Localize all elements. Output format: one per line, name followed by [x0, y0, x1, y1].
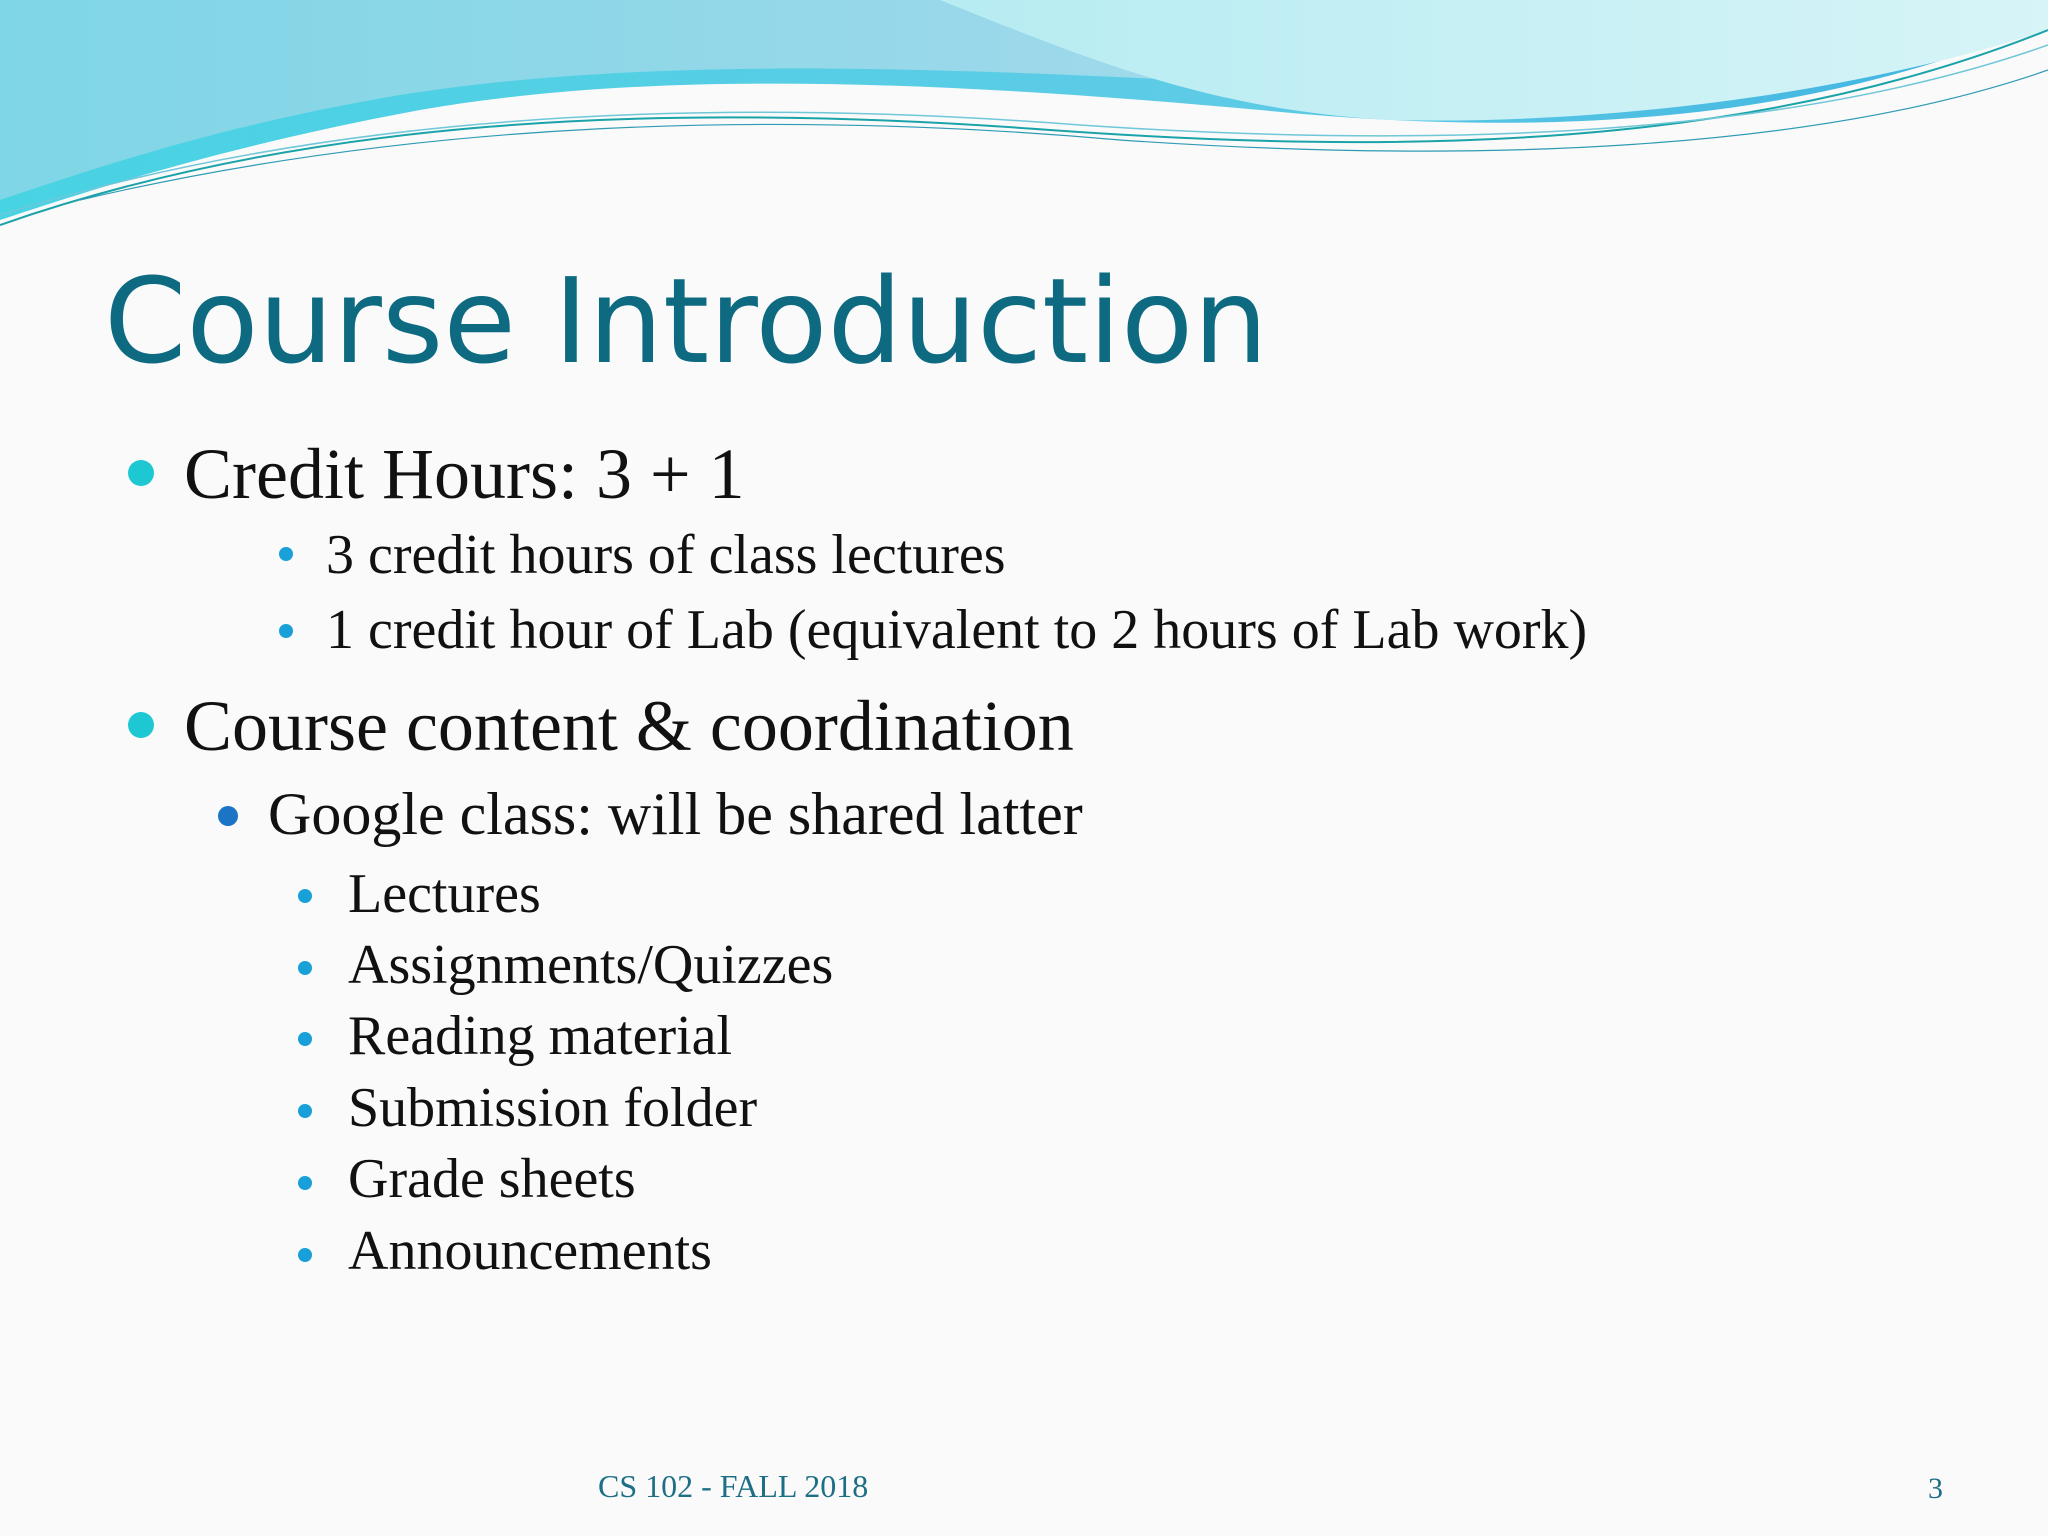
slide-title: Course Introduction — [104, 252, 1269, 390]
bullet-reading-material: Reading material — [348, 1005, 733, 1067]
bullet-credit-hours: Credit Hours: 3 + 1 — [184, 434, 745, 514]
footer-course-label: CS 102 - FALL 2018 — [598, 1468, 869, 1504]
page-number: 3 — [1928, 1472, 1943, 1505]
bullet-grade-sheets: Grade sheets — [348, 1148, 636, 1210]
bullet-announcements: Announcements — [348, 1220, 712, 1282]
bullet-class-lectures: 3 credit hours of class lectures — [326, 524, 1006, 586]
bullet-dot — [298, 1104, 312, 1118]
bullet-assignments: Assignments/Quizzes — [348, 934, 834, 996]
bullet-course-content: Course content & coordination — [184, 686, 1074, 766]
bullet-lectures: Lectures — [348, 863, 541, 925]
bullet-dot — [298, 1032, 312, 1046]
bullet-dot — [128, 712, 154, 738]
bullet-dot — [298, 1248, 312, 1262]
bullet-dot — [298, 889, 312, 903]
bullet-dot — [279, 624, 293, 638]
bullet-lab-hour: 1 credit hour of Lab (equivalent to 2 hours of Lab work) — [326, 599, 1588, 661]
bullet-dot — [128, 460, 154, 486]
bullet-dot — [218, 806, 238, 826]
bullet-google-class: Google class: will be shared latter — [268, 781, 1083, 847]
bullet-submission-folder: Submission folder — [348, 1077, 758, 1139]
bullet-dot — [298, 961, 312, 975]
bullet-dot — [298, 1176, 312, 1190]
bullet-dot — [279, 547, 293, 561]
